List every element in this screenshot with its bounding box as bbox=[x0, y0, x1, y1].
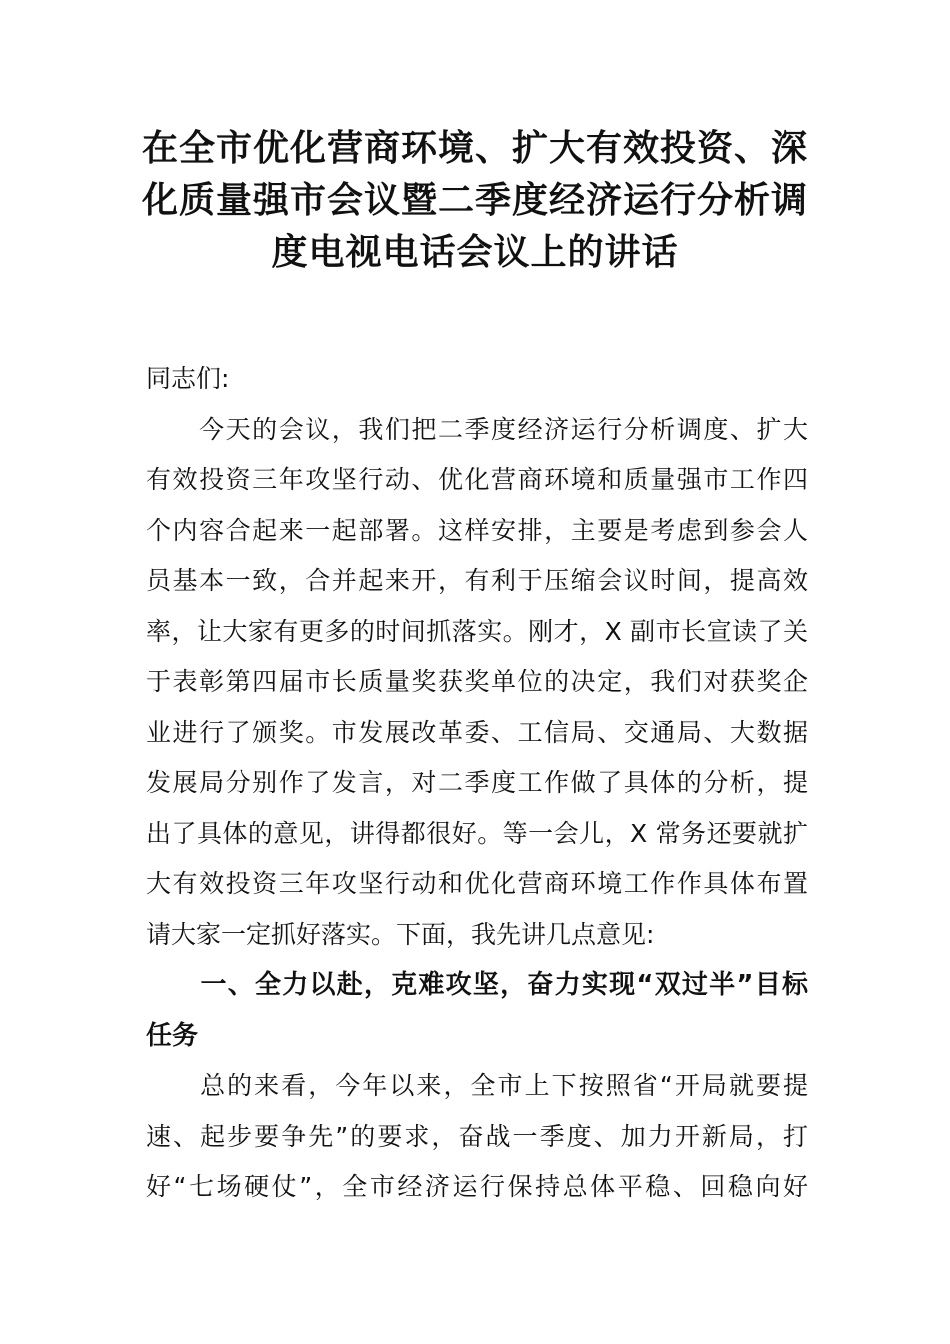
paragraph-1 bbox=[146, 405, 808, 961]
text-line: 出了具体的意见，讲得都很好。等一会儿，X 常务还要就扩 bbox=[146, 818, 808, 848]
text-line: 请大家一定抓好落实。下面，我先讲几点意见: bbox=[146, 919, 655, 949]
text-line: 率，让大家有更多的时间抓落实。刚才，X 副市长宣读了关 bbox=[146, 616, 808, 646]
heading-line: 一、全力以赴，克难攻坚，奋力实现“双过半”目标 bbox=[146, 970, 808, 1000]
heading-line: 任务 bbox=[146, 1020, 199, 1051]
text-line: 员基本一致，合并起来开，有利于压缩会议时间，提高效 bbox=[146, 566, 808, 595]
text-line: 速、起步要争先”的要求，奋战一季度、加力开新局，打 bbox=[146, 1121, 808, 1151]
text-line: 发展局分别作了发言，对二季度工作做了具体的分析，提 bbox=[146, 768, 808, 797]
document-body bbox=[146, 354, 808, 1213]
paragraph-2 bbox=[146, 1061, 808, 1213]
title-line: 在全市优化营商环境、扩大有效投资、深 bbox=[141, 127, 808, 169]
text-line: 个内容合起来一起部署。这样安排，主要是考虑到参会人 bbox=[146, 515, 808, 545]
title-line: 化质量强市会议暨二季度经济运行分析调 bbox=[141, 179, 808, 221]
text-line: 总的来看，今年以来，全市上下按照省“开局就要提 bbox=[146, 1071, 808, 1100]
text-line: 大有效投资三年攻坚行动和优化营商环境工作作具体布置 bbox=[146, 869, 808, 898]
title-line: 度电视电话会议上的讲话 bbox=[271, 231, 679, 273]
text-line: 有效投资三年攻坚行动、优化营商环境和质量强市工作四 bbox=[146, 465, 808, 494]
section-heading-1 bbox=[146, 960, 808, 1061]
text-line: 今天的会议，我们把二季度经济运行分析调度、扩大 bbox=[146, 414, 808, 444]
greeting: 同志们: bbox=[146, 364, 230, 393]
text-line: 业进行了颁奖。市发展改革委、工信局、交通局、大数据 bbox=[146, 717, 808, 747]
text-line: 好“七场硬仗”，全市经济运行保持总体平稳、回稳向好 bbox=[146, 1172, 808, 1201]
document-title bbox=[140, 122, 810, 278]
text-line: 于表彰第四届市长质量奖获奖单位的决定，我们对获奖企 bbox=[146, 667, 808, 696]
